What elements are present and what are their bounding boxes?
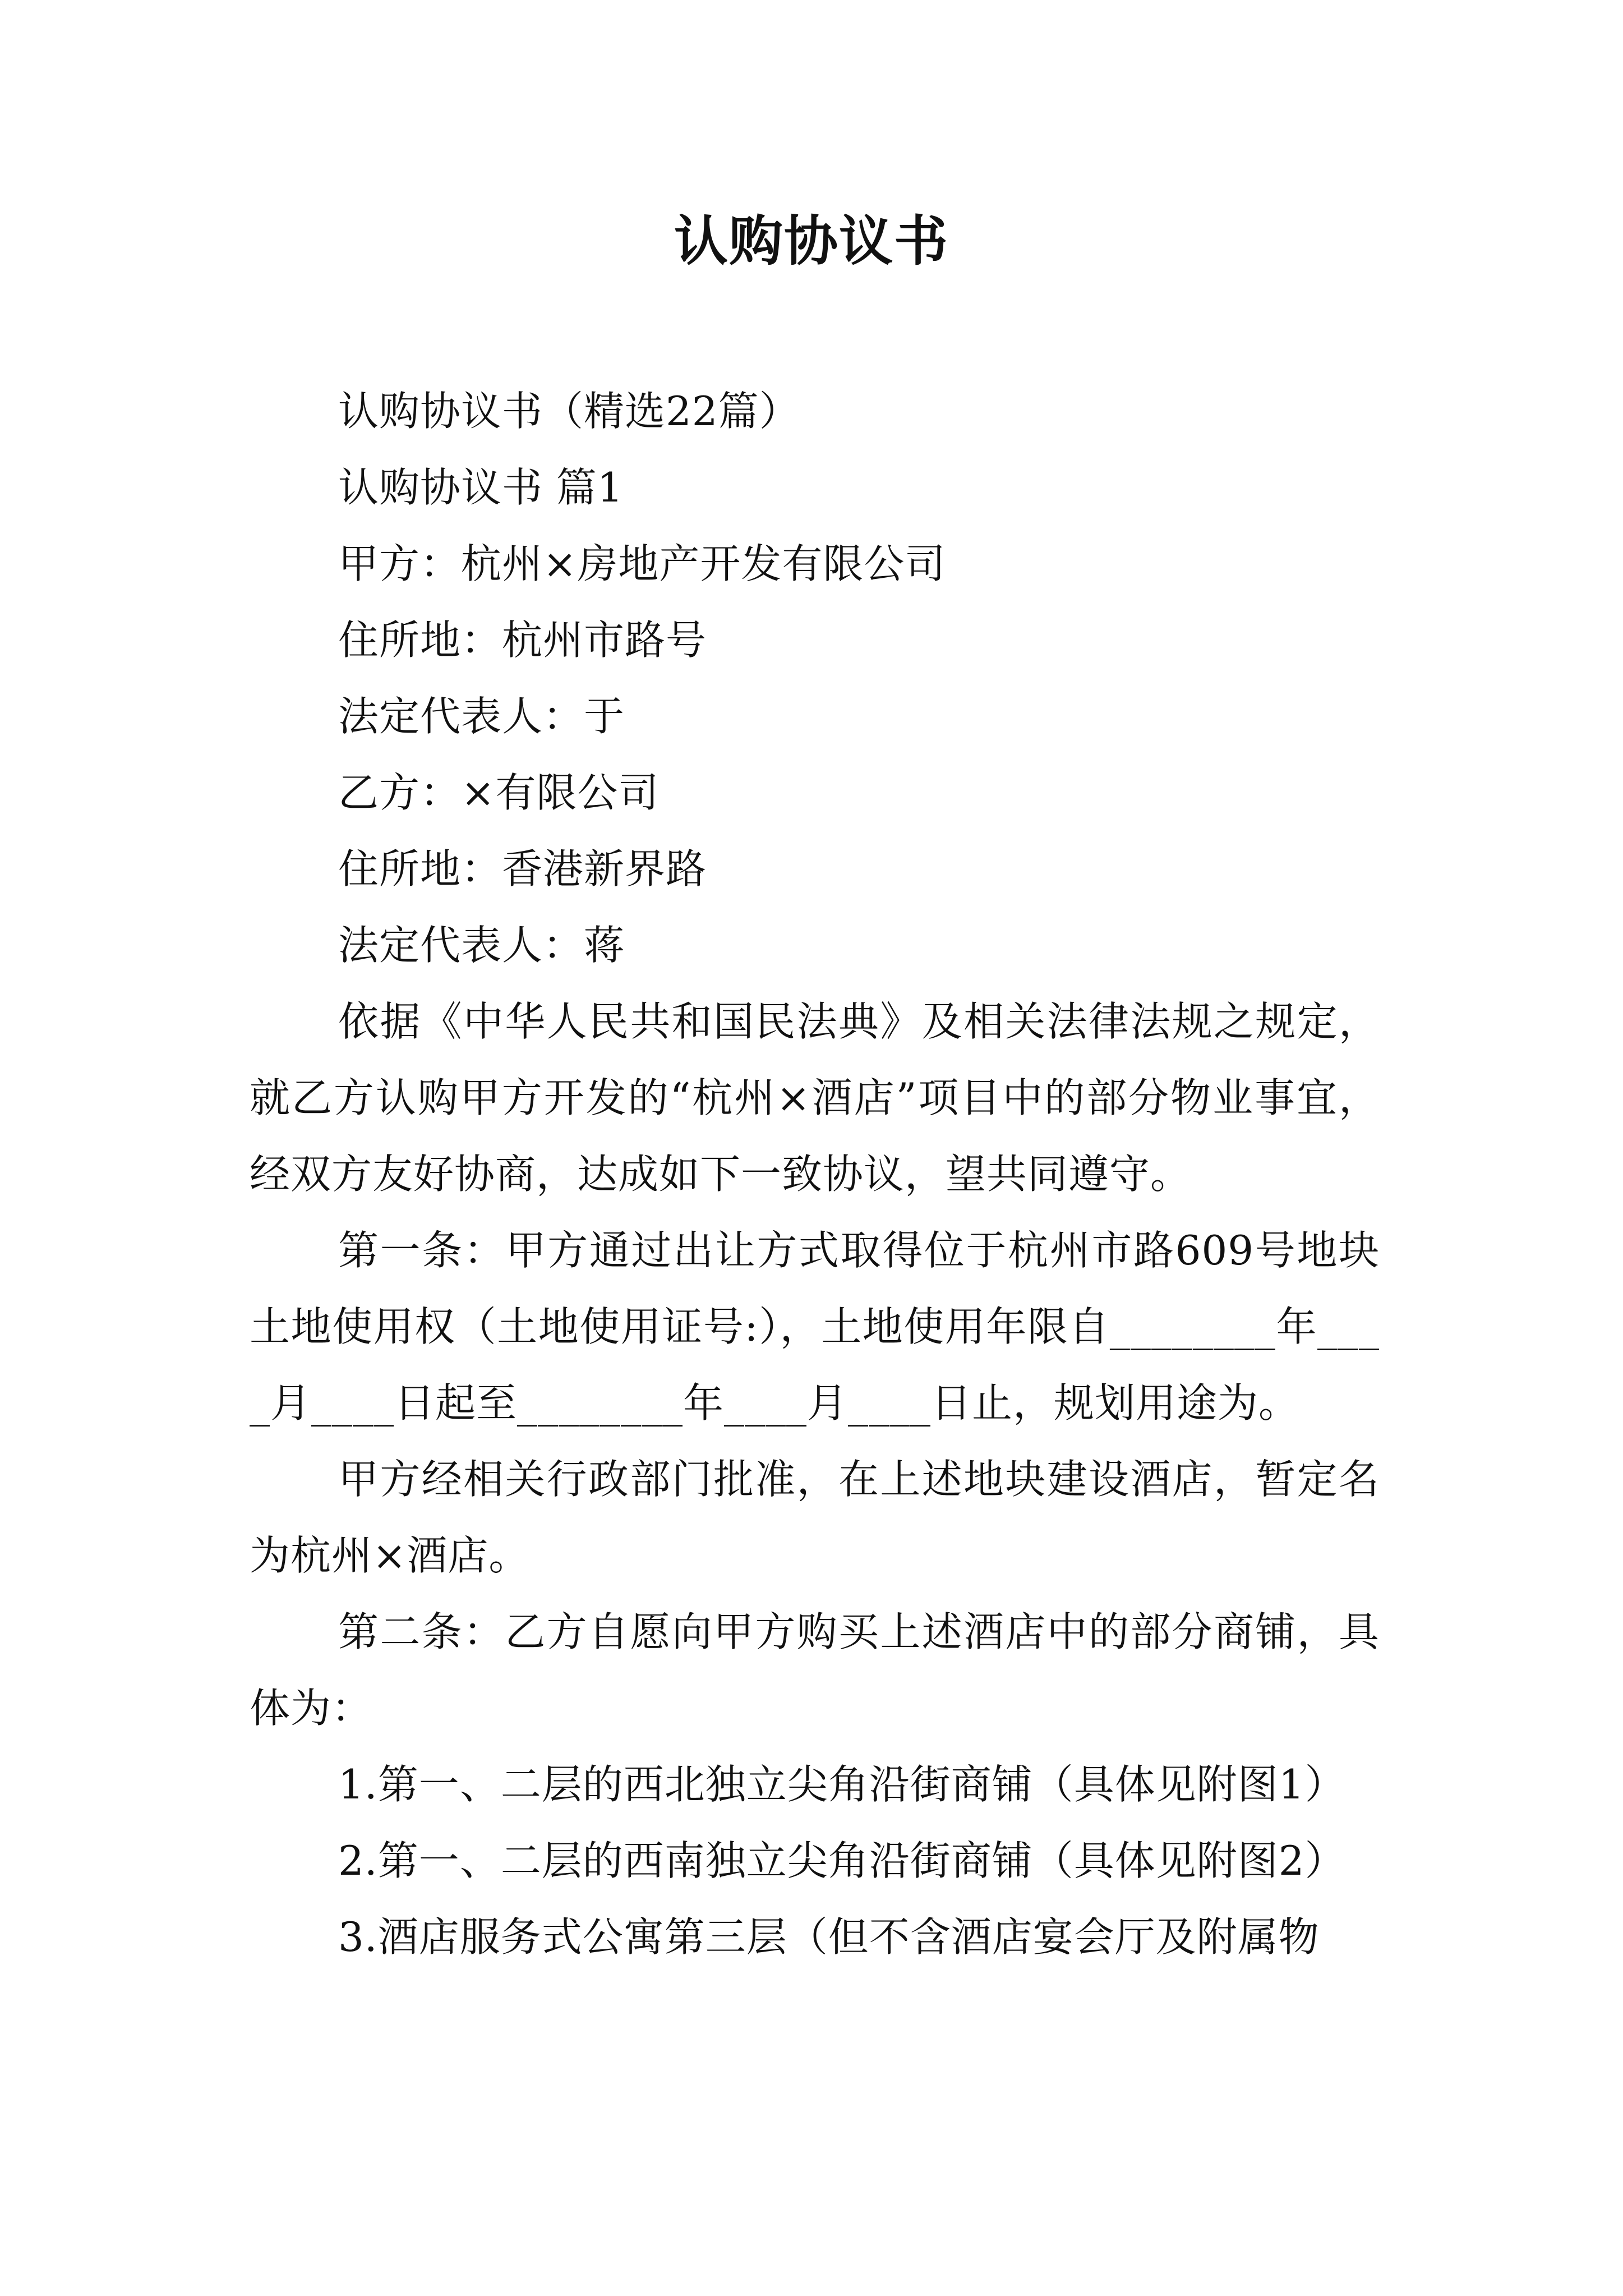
paragraph-preamble: 依据《中华人民共和国民法典》及相关法律法规之规定，就乙方认购甲方开发的“杭州×酒店”项目中的部分物业事宜，经双方友好协商，达成如下一致协议，望共同遵守。: [250, 998, 1380, 1198]
paragraph-party-b: 乙方：×有限公司: [338, 769, 660, 816]
paragraph-section-heading: 认购协议书 篇1: [338, 464, 624, 511]
paragraph-hotel-approval: 甲方经相关行政部门批准，在上述地块建设酒店，暂定名为杭州×酒店。: [250, 1456, 1380, 1579]
document-title: 认购协议书: [674, 209, 949, 273]
document-body: [250, 373, 1380, 1975]
paragraph-article-2: 第二条：乙方自愿向甲方购买上述酒店中的部分商铺，具体为：: [250, 1608, 1380, 1732]
paragraph-party-a: 甲方：杭州×房地产开发有限公司: [338, 540, 946, 587]
list-item-2: 2.第一、二层的西南独立尖角沿街商铺（具体见附图2）: [338, 1837, 1346, 1884]
paragraph-party-a-address: 住所地：杭州市路号: [338, 616, 707, 664]
paragraph-party-b-address: 住所地：香港新界路: [338, 845, 707, 892]
paragraph-article-1: 第一条：甲方通过出让方式取得位于杭州市路609号地块土地使用权（土地使用证号:），土地使用年限自________年____月____日起至________年____月____日止，规划用途为。: [250, 1227, 1380, 1427]
paragraph-party-a-representative: 法定代表人：于: [338, 693, 625, 740]
paragraph-party-b-representative: 法定代表人：蒋: [338, 922, 625, 969]
paragraph-collection-title: 认购协议书（精选22篇）: [338, 388, 800, 435]
list-item-1: 1.第一、二层的西北独立尖角沿街商铺（具体见附图1）: [338, 1761, 1346, 1808]
list-item-3: 3.酒店服务式公寓第三层（但不含酒店宴会厅及附属物: [338, 1913, 1320, 1961]
